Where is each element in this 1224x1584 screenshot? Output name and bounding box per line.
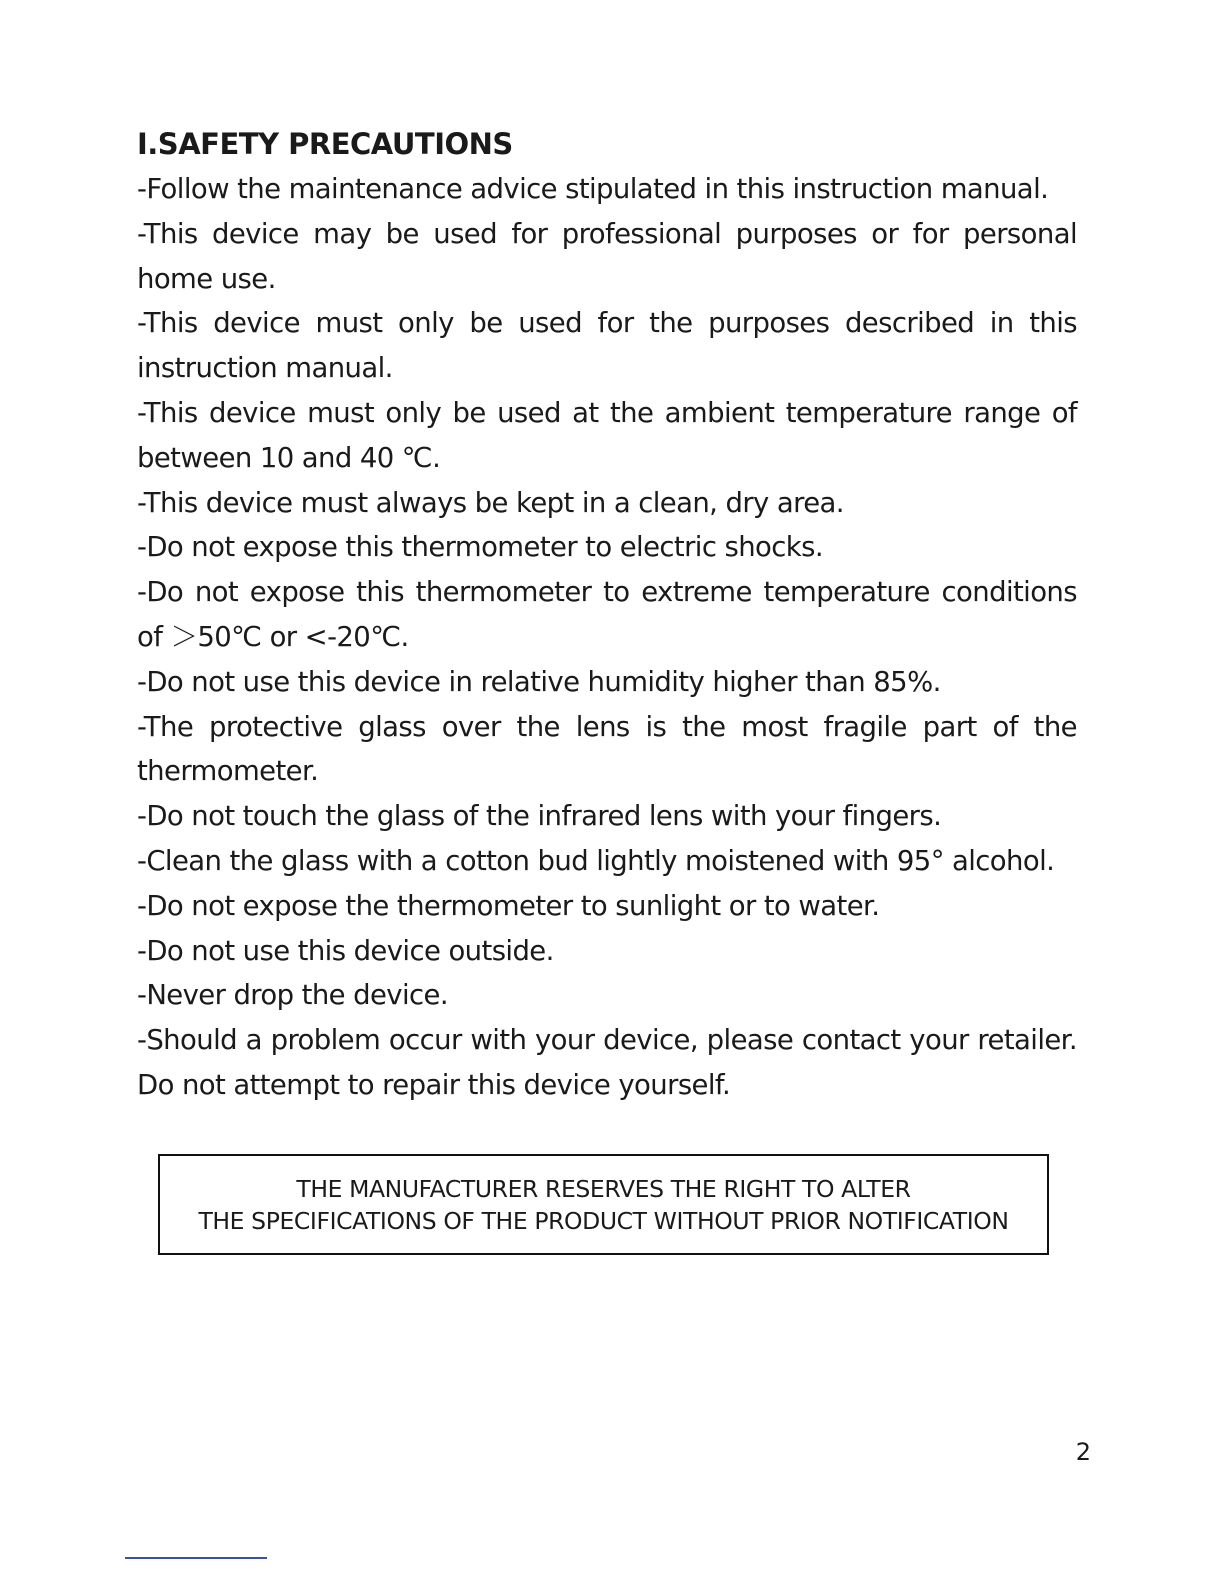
list-item: -Do not expose this thermometer to electric shocks. xyxy=(137,531,823,564)
list-item: -This device must always be kept in a clean, dry area. xyxy=(137,486,844,519)
list-item: -Clean the glass with a cotton bud lightly moistened with 95° alcohol. xyxy=(137,844,1055,877)
list-item: -Follow the maintenance advice stipulated in this instruction manual. xyxy=(137,173,1049,205)
page-number: 2 xyxy=(1075,1438,1091,1466)
list-item: -Do not expose the thermometer to sunlight or to water. xyxy=(137,889,880,922)
notice-line-1: THE MANUFACTURER RESERVES THE RIGHT TO ALTER xyxy=(296,1174,911,1203)
list-item: -Never drop the device. xyxy=(137,979,448,1012)
list-item: -Do not use this device outside. xyxy=(137,934,554,967)
notice-line-2: THE SPECIFICATIONS OF THE PRODUCT WITHOUT PRIOR NOTIFICATION xyxy=(198,1206,1009,1235)
footer-rule xyxy=(125,1557,267,1559)
manufacturer-notice-box xyxy=(158,1154,1049,1255)
list-item: -This device must only be used at the ambient temperature range of between 10 and 40 ℃. xyxy=(137,396,1077,474)
list-item: -The protective glass over the lens is the most fragile part of the thermometer. xyxy=(137,710,1077,788)
list-item: -Do not expose this thermometer to extreme temperature conditions of ＞50℃ or <-20℃. xyxy=(137,576,1077,653)
section-title: I.SAFETY PRECAUTIONS xyxy=(137,127,513,161)
list-item: -This device may be used for professional purposes or for personal home use. xyxy=(137,217,1077,295)
safety-section xyxy=(137,122,1077,1108)
list-item: -This device must only be used for the purposes described in this instruction manual. xyxy=(137,307,1077,385)
list-item: -Should a problem occur with your device, please contact your retailer. Do not attempt to repair this device yourself. xyxy=(137,1024,1077,1101)
list-item: -Do not use this device in relative humidity higher than 85%. xyxy=(137,665,941,698)
precautions-list xyxy=(137,167,1077,1108)
list-item: -Do not touch the glass of the infrared lens with your fingers. xyxy=(137,800,942,833)
